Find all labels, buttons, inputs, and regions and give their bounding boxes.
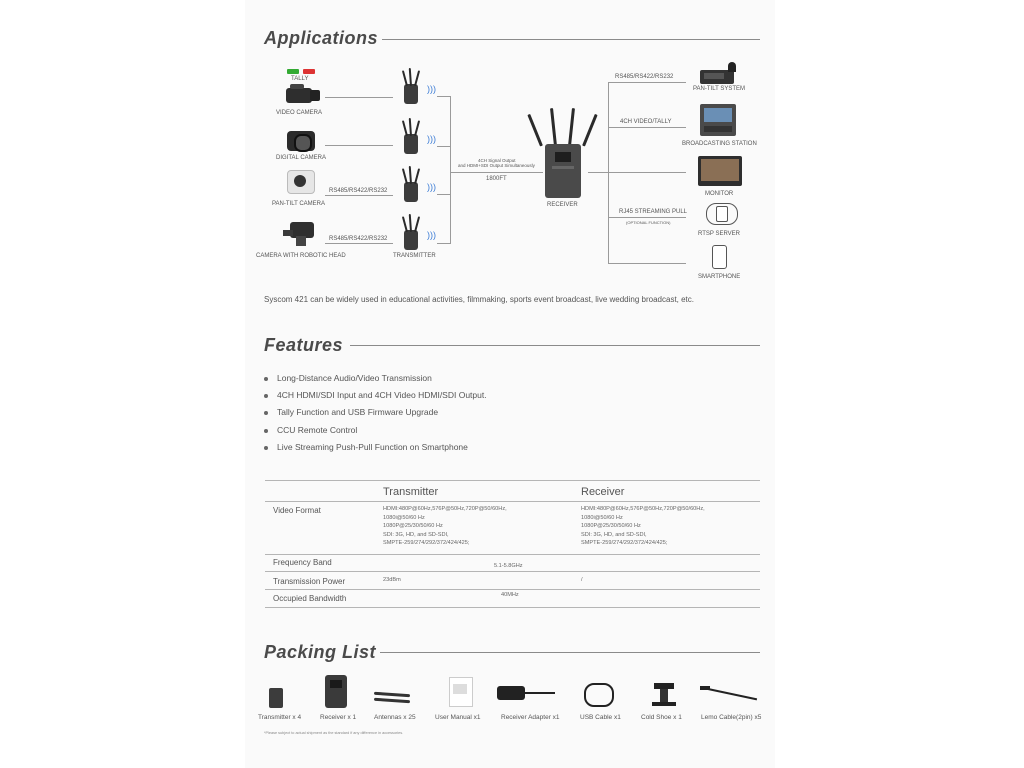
tally-green-light [287,69,299,74]
feature-item: Live Streaming Push-Pull Function on Smartphone [264,442,468,452]
spec-frequency-value: 5.1-5.8GHz [494,563,523,569]
features-title: Features [264,335,344,355]
tally-label: TALLY [291,76,309,82]
tx-bus-line [450,96,451,244]
link-label-rs-1: RS485/RS422/RS232 [329,188,388,194]
wifi-icon: ))) [427,134,436,144]
spec-bandwidth-label: Occupied Bandwidth [273,594,347,603]
pack-item-label: Transmitter x 4 [258,714,302,721]
features-rule [350,345,760,346]
tally-red-light [303,69,315,74]
pack-item-label: Receiver x 1 [320,714,357,721]
spec-bandwidth-value: 40MHz [501,592,519,598]
feature-item: Long-Distance Audio/Video Transmission [264,373,432,383]
link-pan-tilt-camera [325,195,393,196]
spec-video-format-rx: HDMI:480P@60Hz,576P@50Hz,720P@50/60Hz, 1080i@50/60 Hz 1080P@25/30/50/60 Hz SDI: 3G, HD, and SD-SDI, SMPTE-259/274/292/372/424/425; [581,506,705,547]
packing-title: Packing List [264,642,377,662]
applications-title: Applications [264,28,379,48]
spec-power-rx: / [581,577,583,583]
spec-frequency-label: Frequency Band [273,558,332,567]
link-to-receiver [451,172,543,173]
bullet-icon [264,429,268,433]
wifi-icon: ))) [427,182,436,192]
link-label-rs-2: RS485/RS422/RS232 [329,236,388,242]
bullet-icon [264,377,268,381]
bullet-icon [264,394,268,398]
smartphone-label: SMARTPHONE [698,274,741,280]
pan-tilt-system-label: PAN-TILT SYSTEM [693,86,746,92]
receiver-label: RECEIVER [547,202,578,208]
spec-power-label: Transmission Power [273,577,346,586]
applications-description: Syscom 421 can be widely used in educational activities, filmmaking, sports event broadcast, live wedding broadcast, etc. [264,295,694,304]
wifi-icon: ))) [427,230,436,240]
monitor-label: MONITOR [705,191,734,197]
spec-power-tx: 23dBm [383,577,401,583]
link-video-camera [325,97,393,98]
feature-item: 4CH HDMI/SDI Input and 4CH Video HDMI/SDI Output. [264,390,487,400]
feature-item: CCU Remote Control [264,425,357,435]
pan-tilt-camera-label: PAN-TILT CAMERA [272,201,326,207]
spec-video-format-label: Video Format [273,506,321,515]
signal-output-line1: 4CH Signal Output [478,158,516,163]
signal-output-line2: and HDMI+SDI Output Simultaneously [458,163,535,168]
distance-label: 1800FT [486,176,507,182]
right-link-video-tally: 4CH VIDEO/TALLY [620,119,672,125]
right-link-rj45: RJ45 STREAMING PULL [619,209,688,215]
rx-bus-line [608,82,609,264]
right-link-rs: RS485/RS422/RS232 [615,74,674,80]
video-camera-label: VIDEO CAMERA [276,110,323,116]
link-digital-camera [325,145,393,146]
right-link-optional: (OPTIONAL FUNCTION) [626,220,671,225]
pack-item-label: Receiver Adapter x1 [501,714,560,721]
spec-header-transmitter: Transmitter [383,486,439,498]
rtsp-server-label: RTSP SERVER [698,231,741,237]
bullet-icon [264,446,268,450]
applications-rule [382,39,760,40]
bullet-icon [264,411,268,415]
robotic-head-camera-label: CAMERA WITH ROBOTIC HEAD [256,253,346,259]
spec-header-receiver: Receiver [581,486,625,498]
spec-video-format-tx: HDMI:480P@60Hz,576P@50Hz,720P@50/60Hz, 1080i@50/60 Hz 1080P@25/30/50/60 Hz SDI: 3G, HD, and SD-SDI, SMPTE-259/274/292/372/424/425; [383,506,507,547]
pack-item-label: Antennas x 25 [374,714,416,721]
digital-camera-label: DIGITAL CAMERA [276,155,327,161]
pack-item-label: Cold Shoe x 1 [641,714,682,721]
link-robotic-camera [325,243,393,244]
wifi-icon: ))) [427,84,436,94]
pack-item-label: USB Cable x1 [580,714,621,721]
packing-footnote: *Please subject to actual shipment as the standard if any difference in accessories. [264,731,404,735]
pack-item-label: Lemo Cable(2pin) x5 [701,714,762,721]
broadcasting-station-label: BROADCASTING STATION [682,141,757,147]
feature-item: Tally Function and USB Firmware Upgrade [264,407,438,417]
pack-item-label: User Manual x1 [435,714,481,721]
transmitter-label: TRANSMITTER [393,253,436,259]
packing-rule [380,652,760,653]
